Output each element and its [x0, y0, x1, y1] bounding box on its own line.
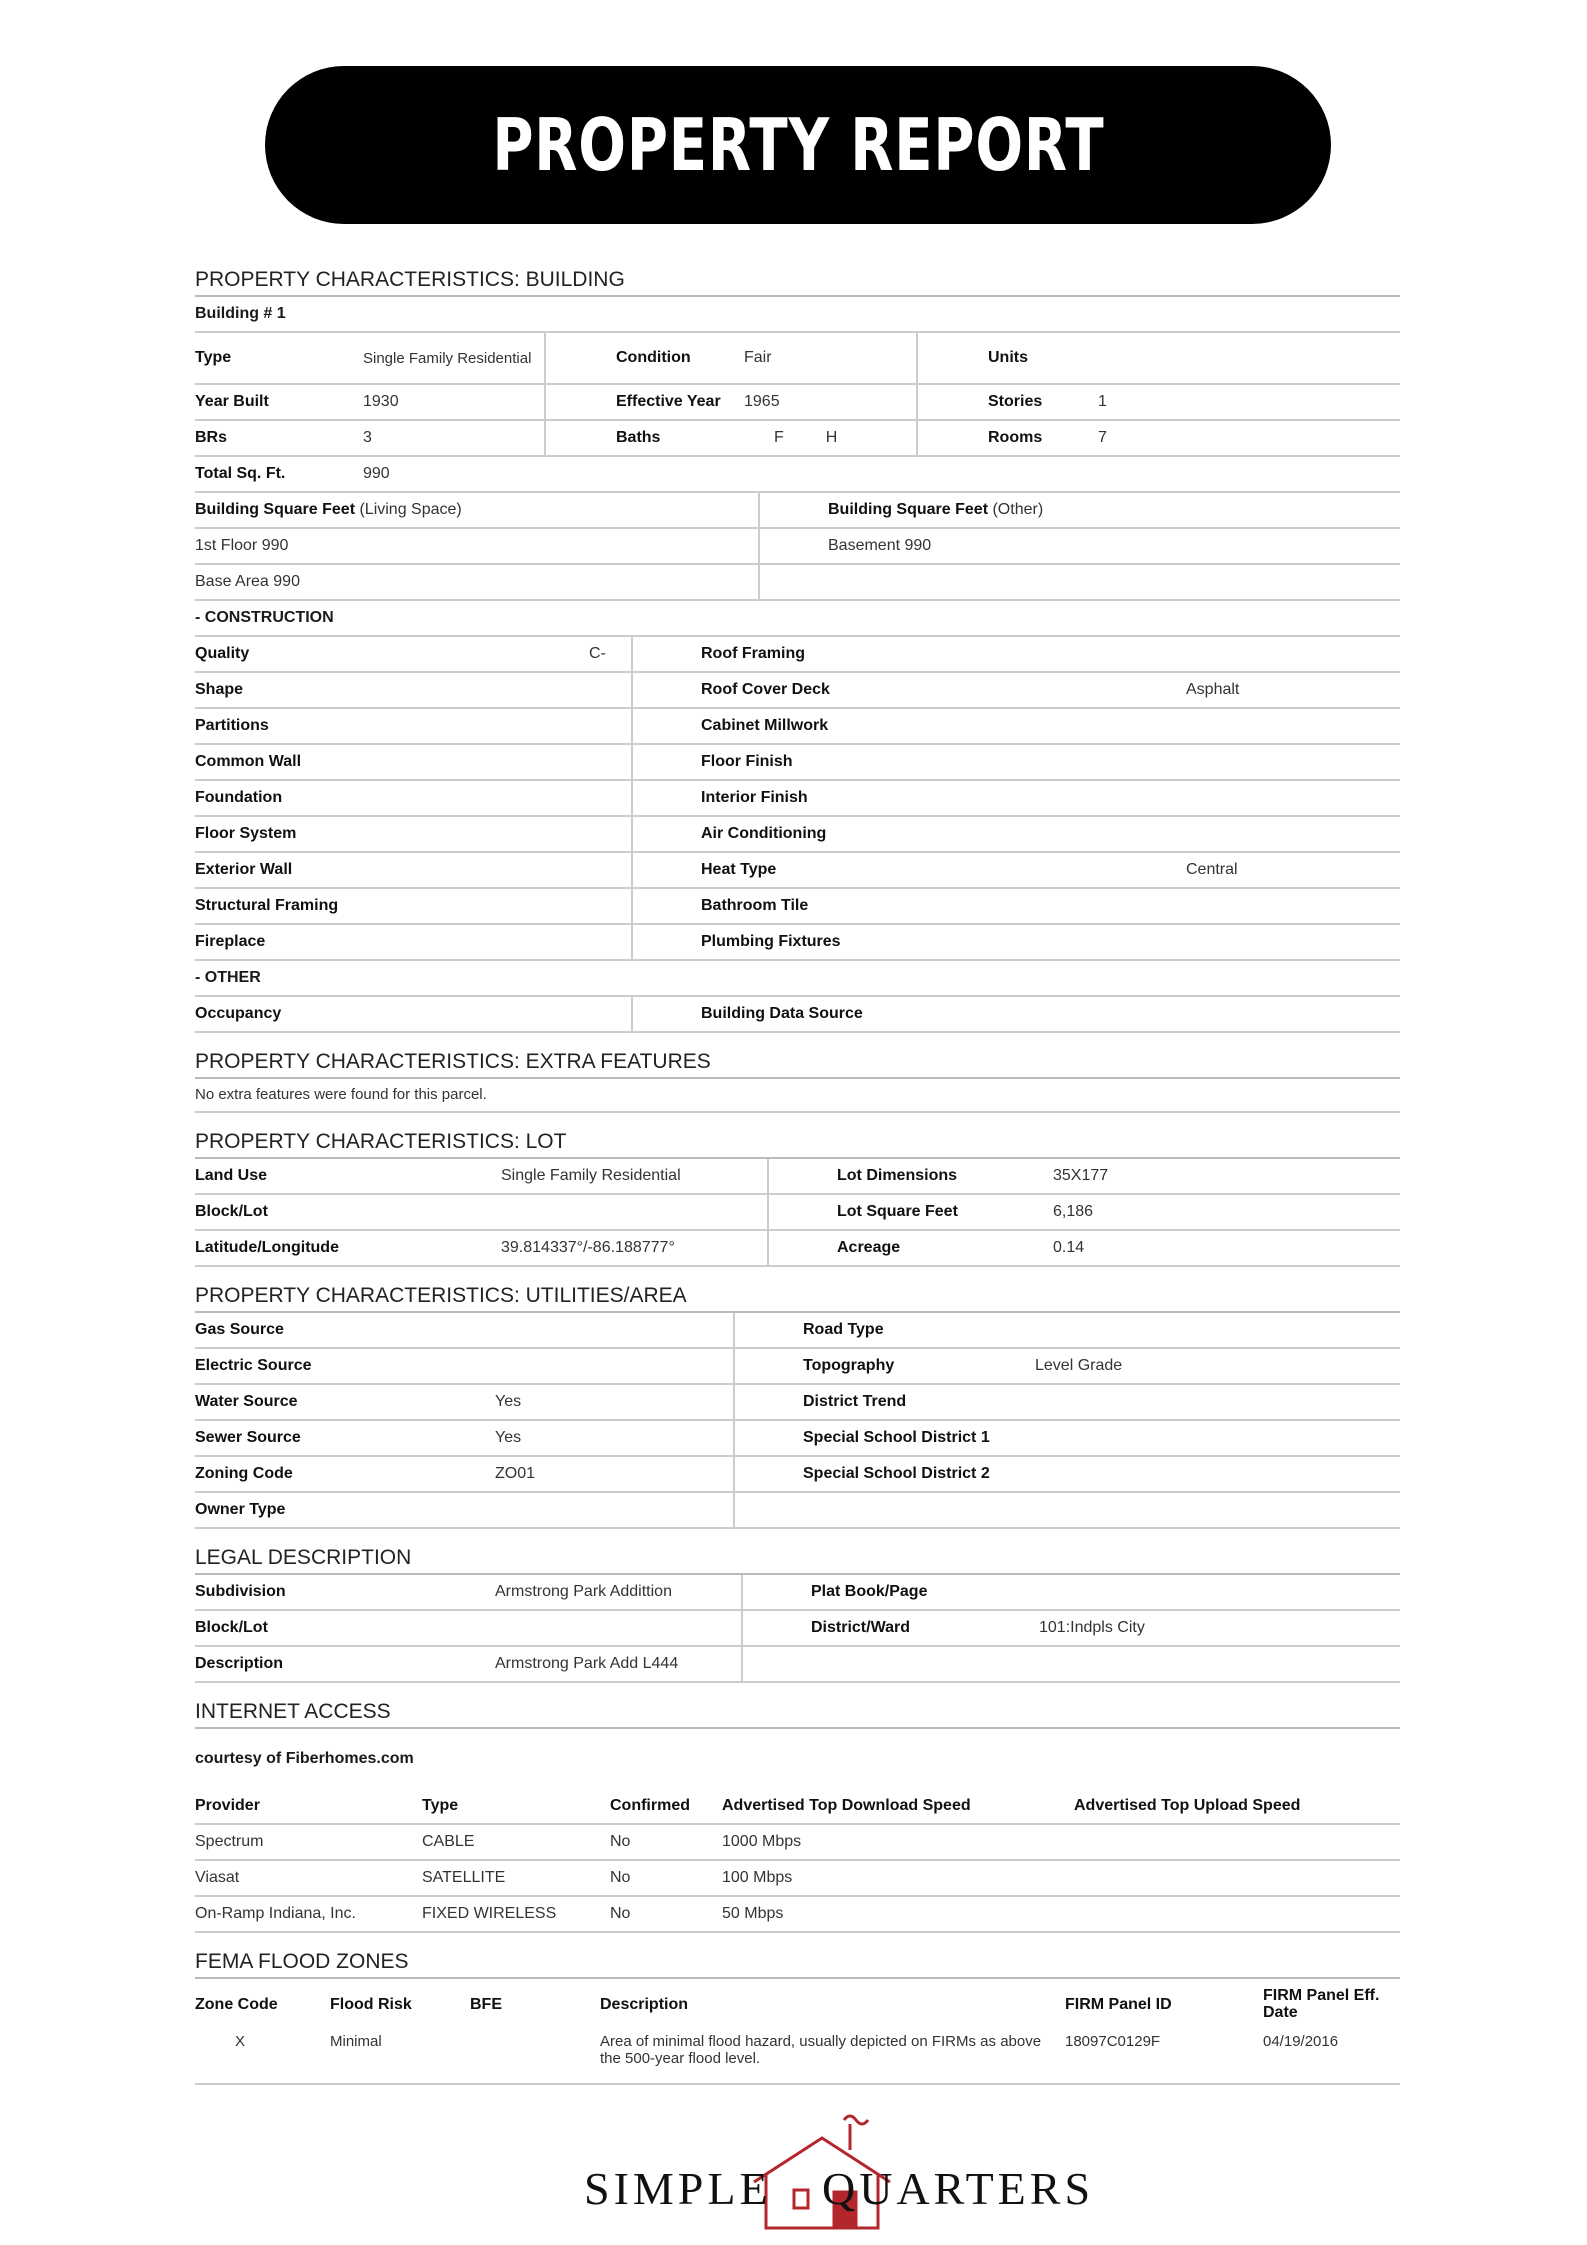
internet-courtesy: courtesy of Fiberhomes.com [195, 1750, 414, 1767]
type-label: Type [195, 349, 232, 366]
lot-left-label: Latitude/Longitude [195, 1239, 339, 1256]
utilities-left-value [495, 1493, 735, 1527]
legal-left-label: Description [195, 1655, 284, 1672]
rooms-value: 7 [1098, 429, 1107, 446]
utilities-right-value [1035, 1421, 1235, 1455]
building-row-type [195, 333, 1400, 385]
type-value: Single Family Residential [363, 333, 546, 383]
fema-row [195, 2029, 1400, 2085]
internet-col-header: Provider [195, 1797, 260, 1814]
utilities-row [195, 1493, 1400, 1529]
report-body [195, 265, 1400, 2085]
construction-right-label: Cabinet Millwork [701, 717, 829, 734]
construction-row [195, 889, 1400, 925]
construction-right-label: Heat Type [701, 861, 777, 878]
baths-half: H [825, 429, 838, 446]
internet-cell: Spectrum [195, 1833, 264, 1850]
internet-col-header: Type [422, 1797, 459, 1814]
fema-cell: X [235, 2033, 246, 2050]
legal-table [195, 1575, 1400, 1683]
utilities-right-label [735, 1493, 1035, 1527]
utilities-row [195, 1385, 1400, 1421]
lot-left-label: Land Use [195, 1167, 268, 1184]
internet-cell: 50 Mbps [722, 1905, 784, 1922]
construction-right-value [1186, 889, 1336, 923]
internet-table [195, 1789, 1400, 1933]
construction-left-label: Floor System [195, 825, 297, 842]
construction-row [195, 745, 1400, 781]
building-row-year [195, 385, 1400, 421]
internet-col-header: Advertised Top Download Speed [722, 1797, 971, 1814]
internet-col-header: Confirmed [610, 1797, 690, 1814]
internet-row [195, 1861, 1400, 1897]
internet-cell: 1000 Mbps [722, 1833, 802, 1850]
fema-cell: 04/19/2016 [1263, 2033, 1339, 2050]
construction-table [195, 637, 1400, 961]
stories-label: Stories [988, 393, 1043, 410]
units-label: Units [988, 349, 1028, 366]
logo-left-word: SIMPLE [584, 2163, 772, 2214]
internet-cell: No [610, 1833, 631, 1850]
bsf-other-suffix: (Other) [992, 501, 1044, 518]
building-number: Building # 1 [195, 297, 1400, 333]
bsf-other-header [760, 493, 1043, 527]
building-row-brs [195, 421, 1400, 457]
fema-table [195, 1979, 1400, 2085]
utilities-title: PROPERTY CHARACTERISTICS: UTILITIES/AREA [195, 1281, 1400, 1313]
construction-left-value [589, 781, 633, 815]
internet-row [195, 1825, 1400, 1861]
construction-row [195, 781, 1400, 817]
lot-right-label: Lot Square Feet [837, 1203, 958, 1220]
other-heading: - OTHER [195, 961, 1400, 997]
fema-col-header: FIRM Panel ID [1065, 1995, 1172, 2013]
basement: Basement 990 [828, 537, 932, 554]
effective-year-label: Effective Year [616, 393, 721, 410]
fema-col-header: Flood Risk [330, 1995, 412, 2013]
utilities-left-value: Yes [495, 1385, 735, 1419]
construction-right-label: Air Conditioning [701, 825, 827, 842]
construction-row [195, 637, 1400, 673]
utilities-right-value: Level Grade [1035, 1357, 1123, 1374]
building-section-title: PROPERTY CHARACTERISTICS: BUILDING [195, 265, 1400, 297]
construction-left-value: C- [589, 637, 633, 671]
construction-left-label: Common Wall [195, 753, 302, 770]
construction-left-label: Quality [195, 645, 250, 662]
fema-col-header: Zone Code [195, 1995, 278, 2013]
building-row-base [195, 565, 1400, 601]
building-row-sqft [195, 457, 1400, 493]
construction-right-value [1186, 781, 1336, 815]
utilities-left-label: Electric Source [195, 1357, 312, 1374]
lot-right-value: 0.14 [1053, 1239, 1085, 1256]
legal-left-value: Armstrong Park Addittion [495, 1575, 743, 1609]
legal-left-value: Armstrong Park Add L444 [495, 1647, 743, 1681]
construction-left-value [589, 853, 633, 887]
lot-right-label: Lot Dimensions [837, 1167, 958, 1184]
logo-right-word: QUARTERS [822, 2163, 1095, 2214]
utilities-table [195, 1313, 1400, 1529]
lot-table [195, 1159, 1400, 1267]
page-title: PROPERTY REPORT [491, 103, 1105, 187]
internet-row [195, 1897, 1400, 1933]
construction-right-value [1186, 817, 1336, 851]
utilities-left-label: Water Source [195, 1393, 298, 1410]
lot-row [195, 1159, 1400, 1195]
construction-left-value [589, 709, 633, 743]
fema-col-header: FIRM Panel Eff. Date [1263, 1987, 1380, 2021]
fema-header-row [195, 1979, 1400, 2029]
utilities-right-label: Topography [803, 1357, 895, 1374]
construction-left-value [589, 889, 633, 923]
utilities-right-label: Special School District 1 [803, 1429, 990, 1446]
utilities-left-value [495, 1313, 735, 1347]
construction-right-label: Plumbing Fixtures [701, 933, 841, 950]
construction-right-label: Interior Finish [701, 789, 808, 806]
lot-left-value [501, 1195, 769, 1229]
lot-left-value: Single Family Residential [501, 1159, 769, 1193]
internet-cell [1074, 1861, 1400, 1895]
legal-right-label: Plat Book/Page [811, 1583, 928, 1600]
legal-right-value: 101:Indpls City [1039, 1619, 1145, 1636]
utilities-right-label: Special School District 2 [803, 1465, 990, 1482]
utilities-right-value [1035, 1313, 1235, 1347]
other-row [195, 997, 1400, 1033]
construction-right-value [1186, 709, 1336, 743]
legal-left-value [495, 1611, 743, 1645]
legal-left-label: Block/Lot [195, 1619, 268, 1636]
bsf-other-label: Building Square Feet [828, 501, 989, 518]
utilities-left-label: Sewer Source [195, 1429, 301, 1446]
internet-col-header: Advertised Top Upload Speed [1074, 1797, 1301, 1814]
utilities-row [195, 1349, 1400, 1385]
construction-heading: - CONSTRUCTION [195, 601, 1400, 637]
lot-left-label: Block/Lot [195, 1203, 268, 1220]
construction-row [195, 853, 1400, 889]
baths-label: Baths [616, 429, 661, 446]
lot-right-value: 35X177 [1053, 1167, 1109, 1184]
utilities-row [195, 1457, 1400, 1493]
baths-values [744, 421, 918, 455]
internet-cell [1074, 1825, 1400, 1859]
base-area: Base Area 990 [195, 565, 760, 599]
internet-title: INTERNET ACCESS [195, 1697, 1400, 1729]
utilities-row [195, 1421, 1400, 1457]
legal-right-label: District/Ward [811, 1619, 910, 1636]
internet-cell: CABLE [422, 1833, 475, 1850]
lot-row [195, 1231, 1400, 1267]
year-built-value: 1930 [363, 385, 546, 419]
construction-left-label: Shape [195, 681, 244, 698]
construction-row [195, 709, 1400, 745]
legal-row [195, 1647, 1400, 1683]
internet-cell [1074, 1897, 1400, 1931]
construction-left-label: Foundation [195, 789, 283, 806]
bsf-living-header [195, 493, 760, 527]
lot-right-value: 6,186 [1053, 1203, 1094, 1220]
brs-value: 3 [363, 421, 546, 455]
construction-left-value [589, 817, 633, 851]
construction-left-value [589, 925, 633, 959]
occupancy-label: Occupancy [195, 997, 633, 1031]
fema-cell: Minimal [330, 2033, 382, 2050]
internet-cell: FIXED WIRELESS [422, 1905, 557, 1922]
construction-left-value [589, 745, 633, 779]
utilities-left-value [495, 1349, 735, 1383]
fema-cell: Area of minimal flood hazard, usually depicted on FIRMs as above the 500-year flood level. [600, 2033, 1042, 2067]
construction-left-label: Fireplace [195, 933, 266, 950]
construction-left-value [589, 673, 633, 707]
internet-cell: 100 Mbps [722, 1869, 793, 1886]
fema-cell [470, 2029, 600, 2083]
building-row-floors [195, 529, 1400, 565]
construction-left-label: Structural Framing [195, 897, 339, 914]
simple-quarters-logo [582, 2110, 1095, 2230]
utilities-left-value: Yes [495, 1421, 735, 1455]
building-data-source-label: Building Data Source [701, 1005, 863, 1022]
construction-left-label: Exterior Wall [195, 861, 293, 878]
total-sqft-label: Total Sq. Ft. [195, 465, 286, 482]
utilities-row [195, 1313, 1400, 1349]
lot-right-label: Acreage [837, 1239, 901, 1256]
extra-features-title: PROPERTY CHARACTERISTICS: EXTRA FEATURES [195, 1047, 1400, 1079]
construction-row [195, 673, 1400, 709]
construction-right-value [1186, 925, 1336, 959]
fema-cell: 18097C0129F [1065, 2033, 1161, 2050]
utilities-right-value [1035, 1385, 1235, 1419]
internet-cell: On-Ramp Indiana, Inc. [195, 1905, 356, 1922]
fema-col-header: Description [600, 1995, 689, 2013]
fema-col-header: BFE [470, 1995, 502, 2013]
construction-right-value: Central [1186, 861, 1238, 878]
utilities-right-value [1035, 1457, 1235, 1491]
fema-title: FEMA FLOOD ZONES [195, 1947, 1400, 1979]
stories-value: 1 [1098, 393, 1107, 410]
building-row-bsf-headers [195, 493, 1400, 529]
construction-right-label: Roof Cover Deck [701, 681, 830, 698]
utilities-left-label: Gas Source [195, 1321, 284, 1338]
total-sqft-value: 990 [363, 465, 390, 482]
construction-row [195, 817, 1400, 853]
lot-left-value: 39.814337°/-86.188777° [501, 1231, 769, 1265]
construction-left-label: Partitions [195, 717, 269, 734]
condition-label: Condition [616, 349, 691, 366]
legal-title: LEGAL DESCRIPTION [195, 1543, 1400, 1575]
construction-right-label: Bathroom Tile [701, 897, 809, 914]
construction-right-value [1186, 637, 1336, 671]
utilities-right-label: Road Type [803, 1321, 884, 1338]
construction-right-label: Roof Framing [701, 645, 805, 662]
internet-cell: Viasat [195, 1869, 240, 1886]
utilities-left-label: Owner Type [195, 1501, 286, 1518]
construction-right-value: Asphalt [1186, 681, 1240, 698]
utilities-left-label: Zoning Code [195, 1465, 293, 1482]
legal-right-value [1039, 1575, 1239, 1609]
title-banner [265, 66, 1331, 224]
internet-header-row [195, 1789, 1400, 1825]
legal-right-label [743, 1647, 1039, 1681]
condition-value: Fair [744, 333, 918, 383]
construction-right-label: Floor Finish [701, 753, 793, 770]
legal-left-label: Subdivision [195, 1583, 286, 1600]
baths-full: F [774, 429, 784, 446]
internet-cell: SATELLITE [422, 1869, 506, 1886]
legal-right-value [1039, 1647, 1239, 1681]
brs-label: BRs [195, 429, 228, 446]
legal-row [195, 1575, 1400, 1611]
utilities-left-value: ZO01 [495, 1457, 735, 1491]
construction-right-value [1186, 745, 1336, 779]
extra-features-note: No extra features were found for this parcel. [195, 1079, 1400, 1113]
utilities-right-label: District Trend [803, 1393, 907, 1410]
legal-row [195, 1611, 1400, 1647]
internet-cell: No [610, 1905, 631, 1922]
first-floor: 1st Floor 990 [195, 529, 760, 563]
utilities-right-value [1035, 1493, 1235, 1527]
year-built-label: Year Built [195, 393, 269, 410]
rooms-label: Rooms [988, 429, 1043, 446]
effective-year-value: 1965 [744, 385, 918, 419]
construction-row [195, 925, 1400, 961]
lot-row [195, 1195, 1400, 1231]
lot-title: PROPERTY CHARACTERISTICS: LOT [195, 1127, 1400, 1159]
internet-cell: No [610, 1869, 631, 1886]
bsf-living-label: Building Square Feet [195, 501, 356, 518]
bsf-living-suffix: (Living Space) [359, 501, 462, 518]
